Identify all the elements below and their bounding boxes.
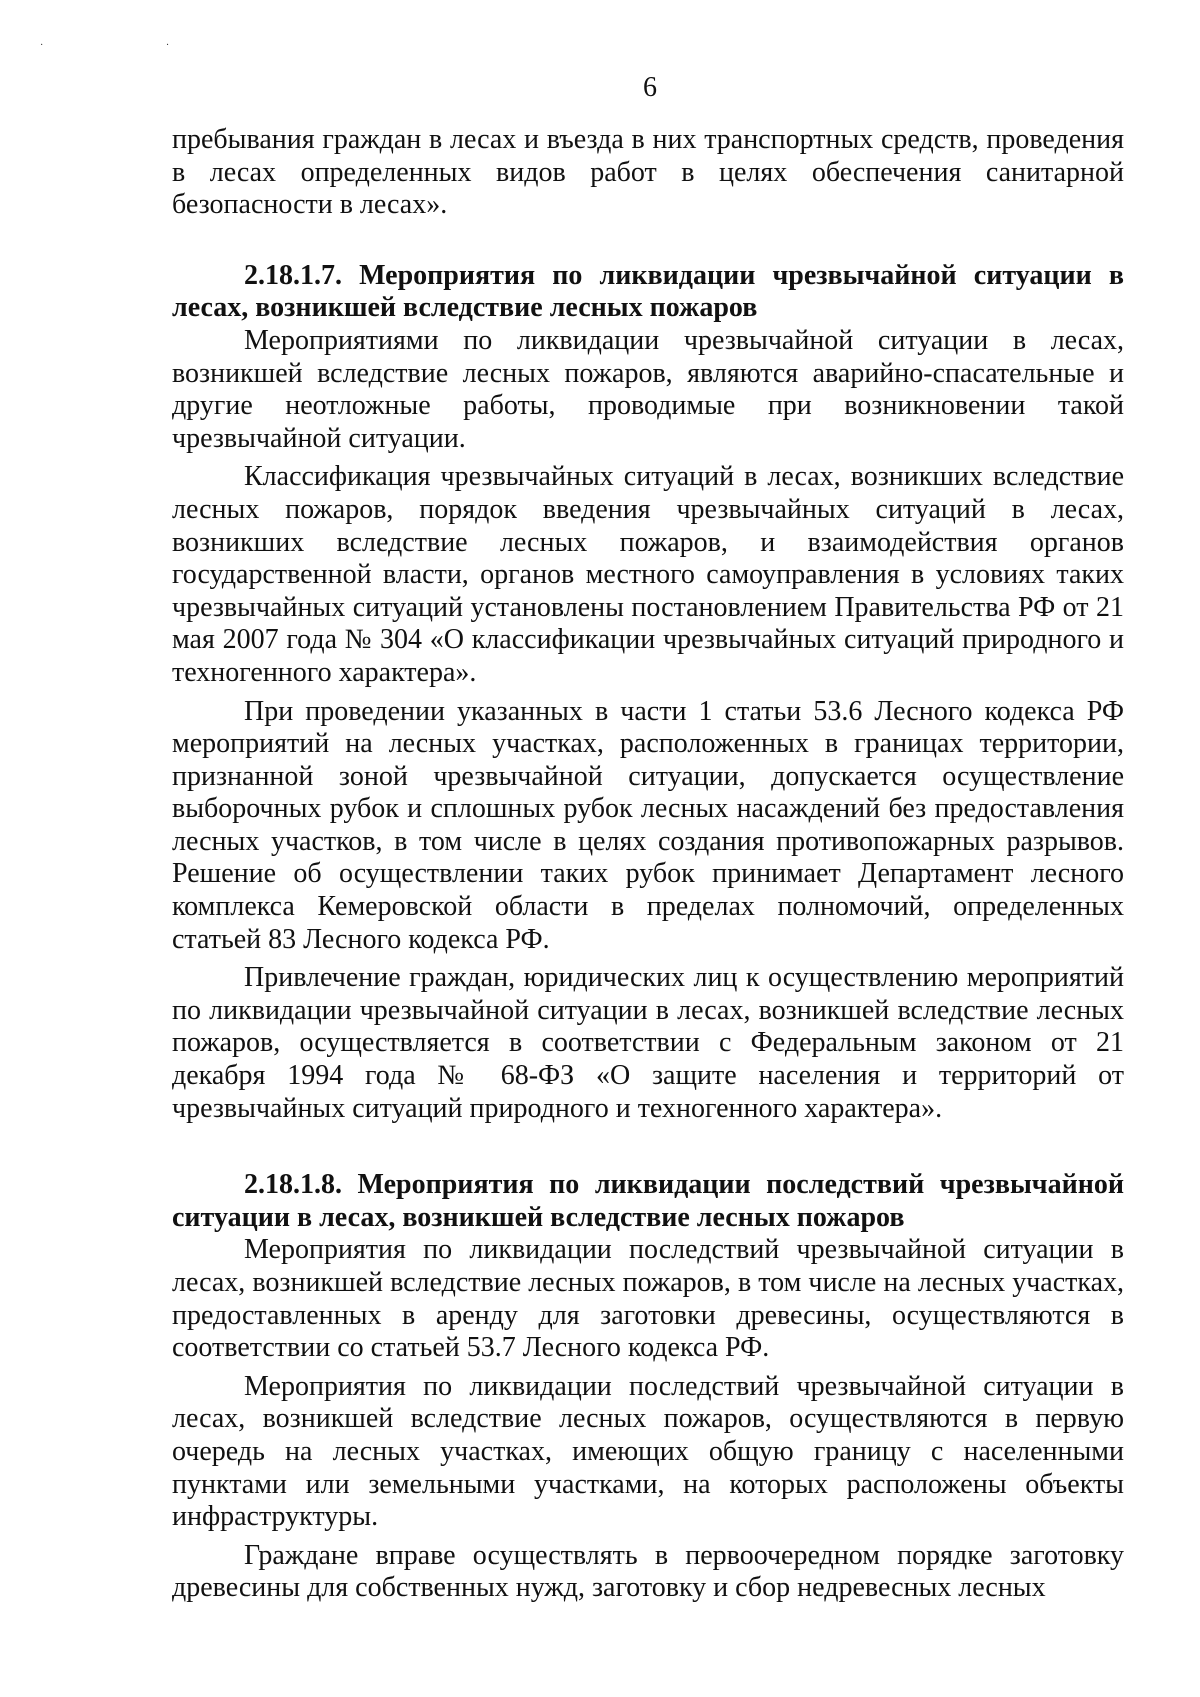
- scan-specks: · ·: [40, 40, 230, 51]
- paragraph: Привлечение граждан, юридических лиц к осуществлению мероприятий по ликвидации чрезвычайной ситуации в лесах, возникшей вследствие лесных пожаров, осуществляется в соответствии с Федеральным законом от 21 декабря 1994 года № 68-ФЗ «О защите населения и территорий от чрезвычайных ситуаций природного и техногенного характера».: [172, 962, 1124, 1124]
- document-body: [172, 124, 1124, 1605]
- paragraph: Классификация чрезвычайных ситуаций в лесах, возникших вследствие лесных пожаров, порядок введения чрезвычайных ситуаций в лесах, возникших вследствие лесных пожаров, и взаимодействия органов государственной власти, органов местного самоуправления в условиях таких чрезвычайных ситуаций установлены постановлением Правительства РФ от 21 мая 2007 года № 304 «О классификации чрезвычайных ситуаций природного и техногенного характера».: [172, 461, 1124, 688]
- section-heading-2-18-1-7: 2.18.1.7. Мероприятия по ликвидации чрезвычайной ситуации в лесах, возникшей вследствие лесных пожаров: [172, 259, 1124, 324]
- paragraph: Мероприятия по ликвидации последствий чрезвычайной ситуации в лесах, возникшей вследствие лесных пожаров, осуществляются в первую очередь на лесных участках, имеющих общую границу с населенными пунктами или земельными участками, на которых расположены объекты инфраструктуры.: [172, 1370, 1124, 1533]
- paragraph: Мероприятиями по ликвидации чрезвычайной ситуации в лесах, возникшей вследствие лесных пожаров, являются аварийно-спасательные и другие неотложные работы, проводимые при возникновении такой чрезвычайной ситуации.: [172, 324, 1124, 454]
- paragraph: Мероприятия по ликвидации последствий чрезвычайной ситуации в лесах, возникшей вследствие лесных пожаров, в том числе на лесных участках, предоставленных в аренду для заготовки древесины, осуществляются в соответствии со статьей 53.7 Лесного кодекса РФ.: [172, 1234, 1124, 1364]
- paragraph: Граждане вправе осуществлять в первоочередном порядке заготовку древесины для собственных нужд, заготовку и сбор недревесных лесных: [172, 1539, 1124, 1604]
- section-heading-2-18-1-8: 2.18.1.8. Мероприятия по ликвидации последствий чрезвычайной ситуации в лесах, возникшей вследствие лесных пожаров: [172, 1169, 1124, 1233]
- page-number: 6: [643, 72, 657, 103]
- paragraph: При проведении указанных в части 1 статьи 53.6 Лесного кодекса РФ мероприятий на лесных участках, расположенных в границах территории, признанной зоной чрезвычайной ситуации, допускается осуществление выборочных рубок и сплошных рубок лесных насаждений без предоставления лесных участков, в том числе в целях создания противопожарных разрывов. Решение об осуществлении таких рубок принимает Департамент лесного комплекса Кемеровской области в пределах полномочий, определенных статьей 83 Лесного кодекса РФ.: [172, 695, 1124, 955]
- paragraph-continuation: пребывания граждан в лесах и въезда в них транспортных средств, проведения в лесах определенных видов работ в целях обеспечения санитарной безопасности в лесах».: [172, 124, 1124, 221]
